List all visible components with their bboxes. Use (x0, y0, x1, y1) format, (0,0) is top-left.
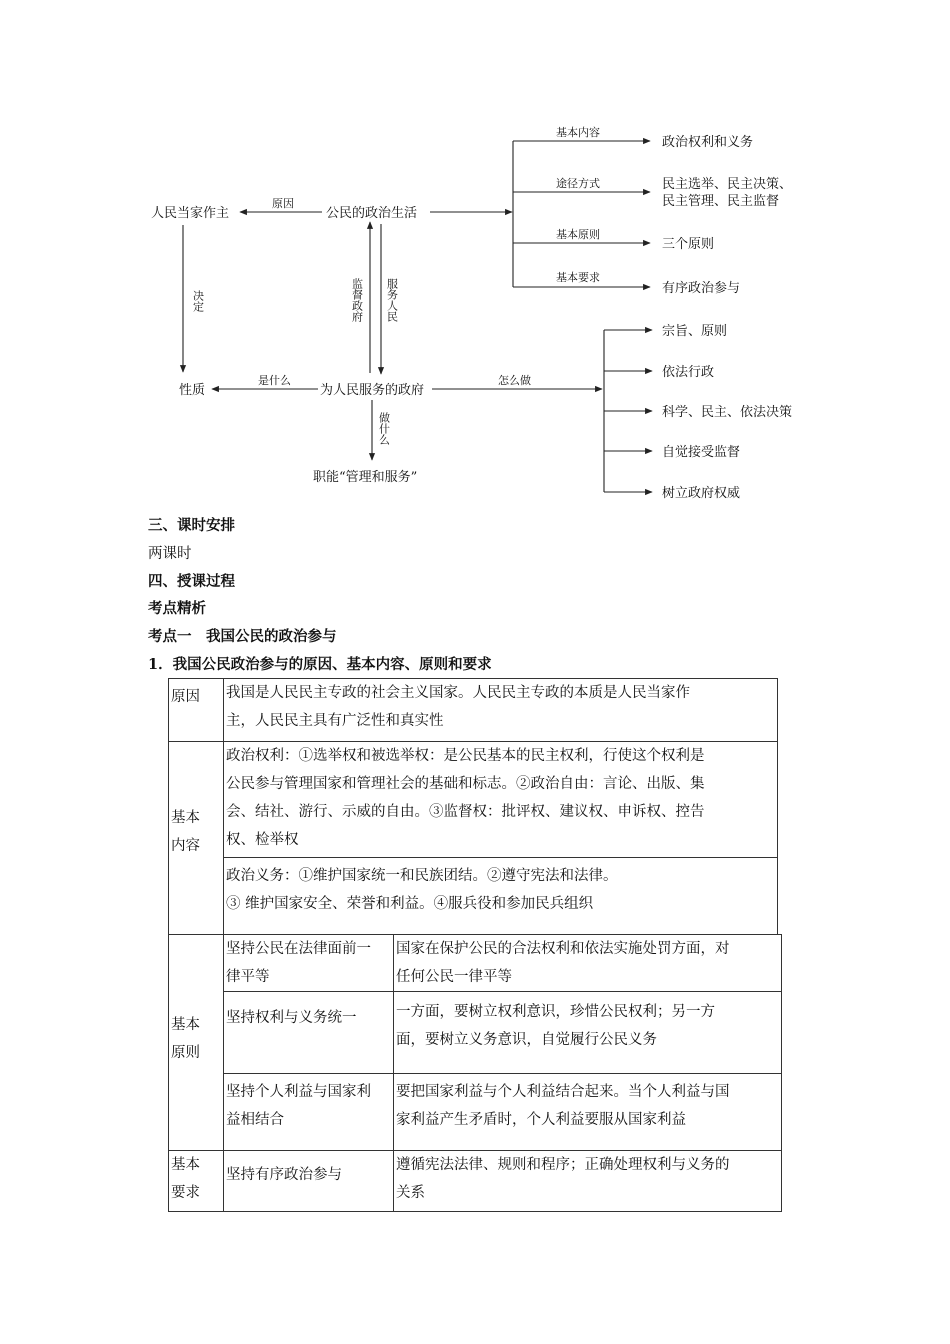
principle-2-desc-line-1: 一方面，要树立权利意识，珍惜公民权利；另一方 (396, 1004, 715, 1020)
schedule-text: 两课时 (148, 546, 192, 562)
reason-header (168, 678, 224, 742)
content-header-line-2: 内容 (171, 838, 200, 854)
principle-3-name (223, 1073, 394, 1151)
analysis-heading: 考点精析 (148, 600, 206, 617)
reason-cell (223, 678, 778, 742)
concept-diagram (0, 0, 950, 510)
content-header-line-1: 基本 (171, 810, 200, 826)
duties-line-1: 政治义务：①维护国家统一和民族团结。②遵守宪法和法律。 (226, 868, 618, 884)
node-channels-1: 民主选举、民主决策、 (662, 177, 793, 192)
label-reason: 原因 (272, 197, 294, 210)
principle-3-desc (393, 1073, 782, 1151)
requirement-desc-line-1: 遵循宪法法律、规则和程序；正确处理权利与义务的 (396, 1157, 730, 1173)
node-functions: 职能“管理和服务” (313, 470, 418, 485)
rights-line-2: 公民参与管理国家和管理社会的基础和标志。②政治自由：言论、出版、集 (226, 776, 705, 792)
citizen-life-branches (430, 141, 650, 287)
label-serve: 服务人民 (385, 278, 399, 322)
label-decide: 决定 (191, 290, 205, 312)
node-rights-duties: 政治权利和义务 (662, 135, 754, 150)
requirement-desc (393, 1150, 782, 1212)
label-what-do: 做什么 (377, 412, 391, 445)
gov-branches (432, 330, 652, 492)
label-b3: 基本原则 (556, 228, 600, 241)
node-channels-2: 民主管理、民主监督 (662, 194, 780, 209)
requirement-name (223, 1150, 394, 1212)
point-one-heading: 考点一 我国公民的政治参与 (148, 628, 337, 645)
node-three-principles: 三个原则 (662, 237, 715, 252)
label-b1: 基本内容 (556, 126, 600, 139)
node-supervision: 自觉接受监督 (662, 445, 741, 460)
duties-cell (223, 857, 778, 935)
node-orderly-participation: 有序政治参与 (662, 281, 741, 296)
reason-line-2: 主，人民民主具有广泛性和真实性 (226, 713, 444, 729)
reason-header-text: 原因 (171, 689, 200, 705)
rights-line-4: 权、检举权 (226, 832, 299, 848)
rights-line-1: 政治权利：①选举权和被选举权：是公民基本的民主权利，行使这个权利是 (226, 748, 705, 764)
label-supervise: 监督政府 (350, 278, 364, 322)
principle-3-desc-line-1: 要把国家利益与个人利益结合起来。当个人利益与国 (396, 1084, 730, 1100)
node-nature: 性质 (179, 383, 206, 398)
label-b4: 基本要求 (556, 271, 600, 284)
node-law-admin: 依法行政 (662, 365, 715, 380)
principle-2-name (223, 991, 394, 1074)
subsection-heading: 1．我国公民政治参与的原因、基本内容、原则和要求 (148, 656, 492, 673)
principle-header-line-1: 基本 (171, 1017, 200, 1033)
requirement-name-text: 坚持有序政治参与 (226, 1167, 342, 1183)
node-gov: 为人民服务的政府 (320, 383, 425, 398)
principle-1-desc-line-2: 任何公民一律平等 (396, 969, 512, 985)
section-process: 四、授课过程 (148, 573, 235, 590)
requirement-header-line-2: 要求 (171, 1185, 200, 1201)
node-purpose: 宗旨、原则 (662, 324, 728, 339)
principle-3-desc-line-2: 家利益产生矛盾时，个人利益要服从国家利益 (396, 1112, 686, 1128)
principle-2-desc-line-2: 面，要树立义务意识，自觉履行公民义务 (396, 1032, 657, 1048)
principle-2-name-text: 坚持权利与义务统一 (226, 1010, 357, 1026)
principle-1-desc (393, 934, 782, 992)
section-schedule: 三、课时安排 (148, 517, 235, 534)
requirement-header (168, 1150, 224, 1212)
rights-line-3: 会、结社、游行、示威的自由。③监督权：批评权、建议权、申诉权、控告 (226, 804, 705, 820)
principle-header (168, 934, 224, 1151)
requirement-header-line-1: 基本 (171, 1157, 200, 1173)
node-decision: 科学、民主、依法决策 (662, 405, 793, 420)
principle-3-name-line-1: 坚持个人利益与国家利 (226, 1084, 371, 1100)
node-people-master: 人民当家作主 (151, 206, 230, 221)
rights-cell (223, 741, 778, 858)
principle-2-desc (393, 991, 782, 1074)
principle-1-name-line-2: 律平等 (226, 969, 270, 985)
principle-1-name (223, 934, 394, 992)
requirement-desc-line-2: 关系 (396, 1185, 425, 1201)
duties-line-2: ③ 维护国家安全、荣誉和利益。④服兵役和参加民兵组织 (226, 896, 594, 912)
node-citizen-life: 公民的政治生活 (326, 206, 418, 221)
label-what-is: 是什么 (258, 374, 291, 387)
label-how: 怎么做 (498, 374, 531, 387)
principle-3-name-line-2: 益相结合 (226, 1112, 284, 1128)
reason-line-1: 我国是人民民主专政的社会主义国家。人民民主专政的本质是人民当家作 (226, 685, 690, 701)
content-header (168, 741, 224, 935)
label-b2: 途径方式 (556, 177, 600, 190)
principle-header-line-2: 原则 (171, 1045, 200, 1061)
node-authority: 树立政府权威 (662, 486, 741, 501)
principle-1-name-line-1: 坚持公民在法律面前一 (226, 941, 371, 957)
principle-1-desc-line-1: 国家在保护公民的合法权利和依法实施处罚方面，对 (396, 941, 730, 957)
